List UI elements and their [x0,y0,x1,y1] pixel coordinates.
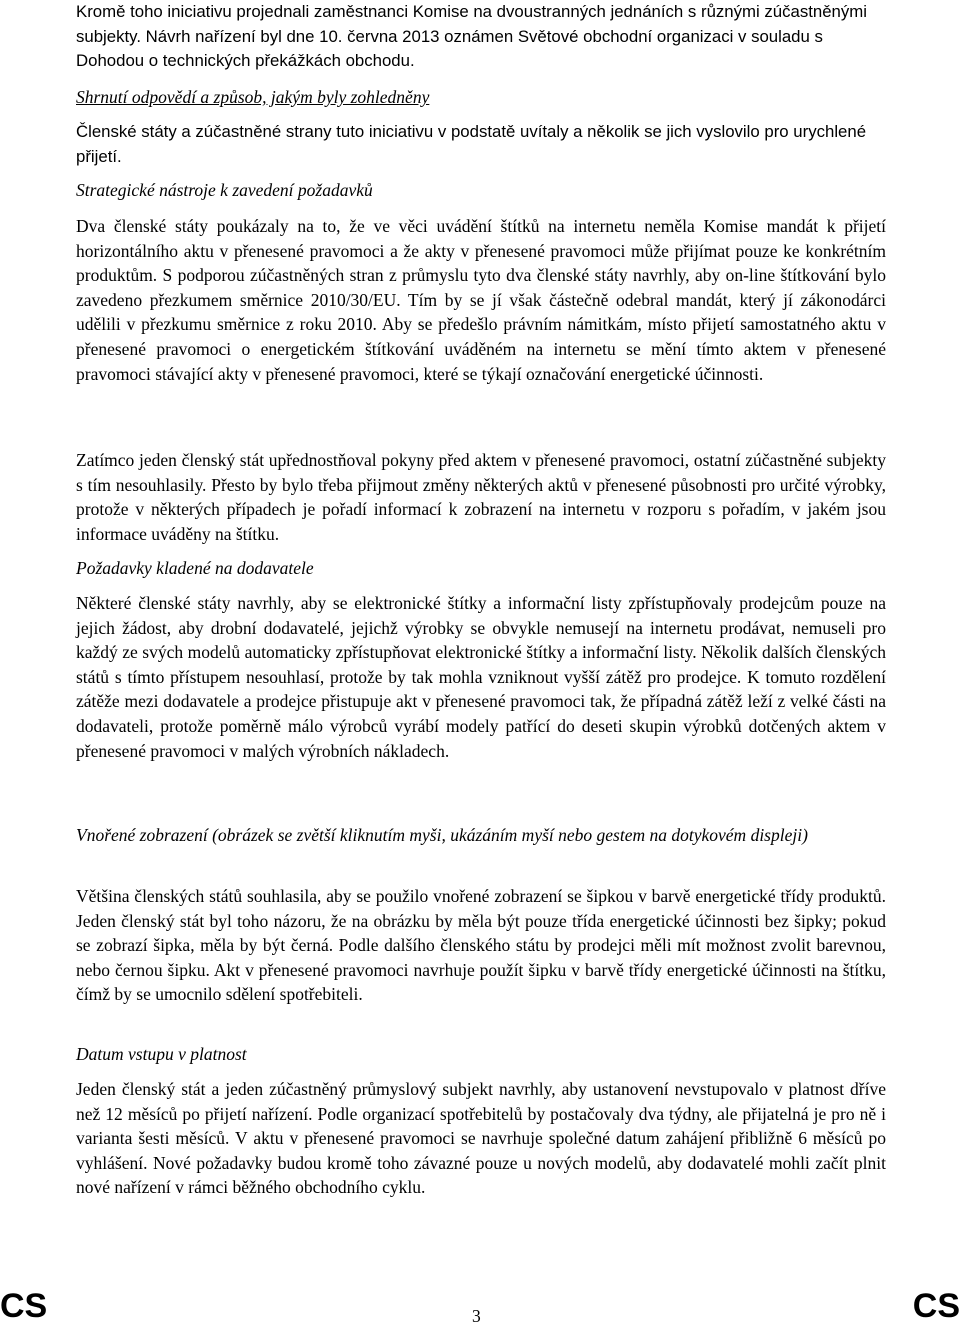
summary-paragraph: Členské státy a zúčastněné strany tuto iniciativu v podstatě uvítaly a několik se jich vyslovilo pro urychlené přijetí. [76,122,867,166]
suppliers-paragraph: Některé členské státy navrhly, aby se elektronické štítky a informační listy zpřístupňovaly prodejcům pouze na jejich žádost, aby drobní dodavatelé, jejichž výrobky se obvykle nemusejí na internetu prodávat, nemuseli pro každý ze svých modelů automaticky zpřístupňovat elektronické štítky a informační listy. Několik dalších členských států s tímto přístupem nesouhlasí, protože by tak mohla vzniknout vyšší zátěž pro prodejce. K tomuto rozdělení zátěže mezi dodavatele a prodejce přistupuje akt v přenesené pravomoci tak, že případná zátěž leží z velké části na dodavateli, protože poměrně málo výrobců vyrábí modely patřící do deseti skupin výrobků dotčených aktem v přenesené pravomoci v malých výrobních nákladech. [76,593,886,761]
effective-date-heading: Datum vstupu v platnost [76,1044,247,1064]
nested-view-heading: Vnořené zobrazení (obrázek se zvětší kliknutím myši, ukázáním myší nebo gestem na dotykovém displeji) [76,825,808,845]
intro-paragraph: Kromě toho iniciativu projednali zaměstnanci Komise na dvoustranných jednáních s různými zúčastněnými subjekty. Návrh nařízení byl dne 10. června 2013 oznámen Světové obchodní organizaci v souladu s Dohodou o technických překážkách obchodu. [76,2,867,71]
suppliers-heading: Požadavky kladené na dodavatele [76,558,314,578]
page-number: 3 [472,1306,481,1326]
nested-view-paragraph: Většina členských států souhlasila, aby se použilo vnořené zobrazení se šipkou v barvě energetické třídy produktů. Jeden členský stát byl toho názoru, že na obrázku by měla být pouze třída energetické účinnosti bez šipky; pokud se zobrazí šipka, měla by být černá. Podle dalšího členského státu by prodejci měli mít možnost zvolit barevnou, nebo černou šipku. Akt v přenesené pravomoci navrhuje použít šipku v barvě třídy energetické účinnosti na štítku, čímž by se umocnilo sdělení spotřebiteli. [76,886,886,1005]
footer-language-left: CS [0,1287,48,1325]
strategic-paragraph-1: Dva členské státy poukázaly na to, že ve věci uvádění štítků na internetu neměla Komise mandát k přijetí horizontálního aktu v přenesené pravomoci a že akty v přenesené pravomoci může přijímat pouze ke konkrétním produktům. S podporou zúčastněných stran z průmyslu tyto dva členské státy navrhly, aby on-line štítkování bylo zavedeno přezkumem směrnice 2010/30/EU. Tím by se jí však částečně odebral mandát, který jí zákonodárci udělili v přezkumu směrnice z roku 2010. Aby se předešlo právním námitkám, místo přijetí samostatného aktu v přenesené pravomoci o energetickém štítkování uváděném na internetu se mění tímto aktem v přenesené pravomoci stávající akty v přenesené pravomoci, které se týkají označování energetické účinnosti. [76,216,886,384]
strategic-paragraph-2: Zatímco jeden členský stát upřednostňoval pokyny před aktem v přenesené pravomoci, ostatní zúčastněné subjekty s tím nesouhlasily. Přesto by bylo třeba přijmout změny některých aktů v přenesené působnosti pro určité výrobky, protože v některých případech je pořadí informací k zobrazení na internetu v rozporu s pořadím, v jakém jsou informace uváděny na štítku. [76,450,886,544]
summary-heading: Shrnutí odpovědí a způsob, jakým byly zohledněny [76,87,430,107]
strategic-heading: Strategické nástroje k zavedení požadavků [76,180,373,200]
footer-language-right: CS [912,1287,960,1325]
effective-date-paragraph: Jeden členský stát a jeden zúčastněný průmyslový subjekt navrhly, aby ustanovení nevstupovalo v platnost dříve než 12 měsíců po přijetí nařízení. Podle organizací spotřebitelů by postačovaly dva týdny, ale přijatelná je pro ně i varianta šesti měsíců. V aktu v přenesené pravomoci se navrhuje společné datum zahájení přibližně 6 měsíců po vyhlášení. Nové požadavky budou kromě toho závazné pouze u nových modelů, aby dodavatelé mohli začít plnit nové nařízení v rámci běžného obchodního cyklu. [76,1079,886,1198]
